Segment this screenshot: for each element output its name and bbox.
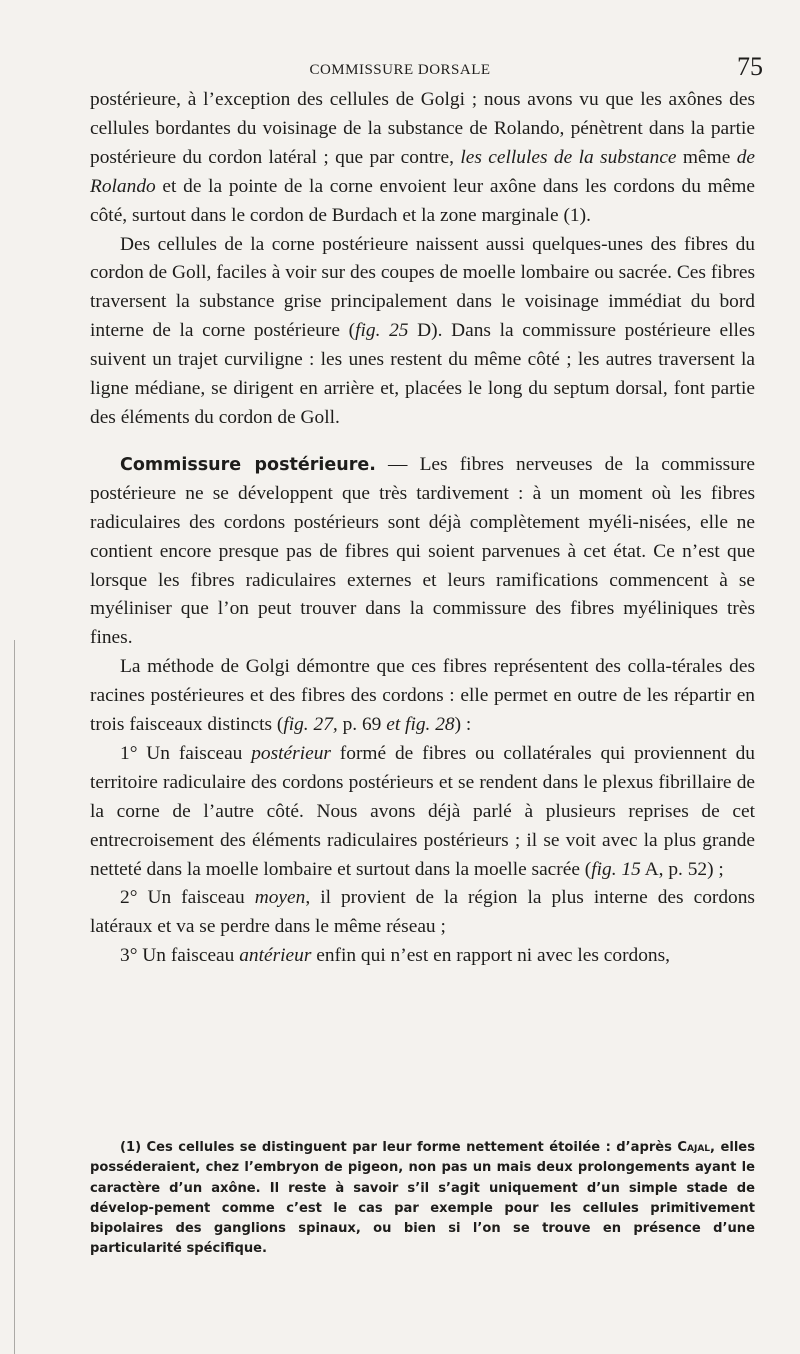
figure-reference: fig. 15 xyxy=(591,858,641,880)
figure-reference: fig. 25 xyxy=(355,320,409,342)
emphasis: les cellules de la substance xyxy=(460,146,677,168)
running-title: COMMISSURE DORSALE xyxy=(309,62,491,78)
figure-reference: et fig. 28 xyxy=(386,714,455,736)
list-item-3: 3° Un faisceau antérieur enfin qui n’est en rapport ni avec les cordons, xyxy=(120,945,671,967)
figure-reference: fig. 27, xyxy=(283,714,338,736)
body-text xyxy=(90,86,755,971)
emphasis: de Rolando xyxy=(90,146,755,197)
paragraph-2: Des cellules de la corne postérieure naissent aussi quelques-unes des fibres du cordon de Goll, faciles à voir sur des coupes de moelle lombaire ou sacrée. Ces fibres traversent la substance grise principalement dans le voisinage immédiat du bord interne de la corne postérieure (fig. 25 D). Dans la commissure postérieure elles suivent un trajet curviligne : les unes restent du même côté ; les autres traversent la ligne médiane, se dirigent en arrière et, placées le long du septum dorsal, font partie des éléments du cordon de Goll. xyxy=(90,233,755,428)
page-number: 75 xyxy=(737,52,763,81)
paragraph-3: Commissure postérieure. — Les fibres nerveuses de la commissure postérieure ne se développent que très tardivement : à un moment où les fibres radiculaires des cordons postérieurs sont déjà complètement myéli-nisées, elle ne contient encore presque pas de fibres qui soient parvenues à cet état. Ce n’est que lorsque les fibres radiculaires externes et leurs ramifications commencent à se myéliniser que l’on peut trouver dans la commissure des fibres myéliniques très fines. xyxy=(90,453,755,649)
section-heading: Commissure postérieure. xyxy=(120,454,376,475)
paragraph-1: postérieure, à l’exception des cellules de Golgi ; nous avons vu que les axônes des cellules bordantes du voisinage de la substance de Rolando, pénètrent dans la partie postérieure du cordon latéral ; que par contre, les cellules de la substance même de Rolando et de la pointe de la corne envoient leur axône dans les cordons du même côté, surtout dans le cordon de Burdach et la zone marginale (1). xyxy=(90,89,755,226)
emphasis: antérieur xyxy=(239,945,312,967)
paragraph-4: La méthode de Golgi démontre que ces fibres représentent des colla-térales des racines postérieures et des fibres des cordons : elle permet en outre de les répartir en trois faisceaux distincts (fig. 27, p. 69 et fig. 28) : xyxy=(90,656,755,736)
footnote: (1) Ces cellules se distinguent par leur forme nettement étoilée : d’après Cajal, elles posséderaient, chez l’embryon de pigeon, non pas un mais deux prolongements ayant le caractère d’un axône. Il reste à savoir s’il s’agit uniquement d’un simple stade de dévelop-pement comme c’est le cas par exemple pour les cellules primitivement bipolaires des ganglions spinaux, ou bien si l’on se trouve en présence d’une particularité spécifique. xyxy=(90,1140,755,1257)
page-edge-line xyxy=(14,640,15,1354)
author-name: Cajal xyxy=(677,1140,711,1155)
list-item-1: 1° Un faisceau postérieur formé de fibres ou collatérales qui proviennent du territoire radiculaire des cordons postérieurs et se rendent dans le plexus fibrillaire de la corne de l’autre côté. Nous avons déjà parlé à plusieurs reprises de cet entrecroisement des éléments radiculaires postérieurs ; il se voit avec la plus grande netteté dans la moelle lombaire et surtout dans la moelle sacrée (fig. 15 A, p. 52) ; xyxy=(90,742,755,880)
emphasis: moyen xyxy=(254,887,306,909)
emphasis: postérieur xyxy=(251,742,331,764)
list-item-2: 2° Un faisceau moyen, il provient de la région la plus interne des cordons latéraux et va se perdre dans le même réseau ; xyxy=(90,887,755,938)
